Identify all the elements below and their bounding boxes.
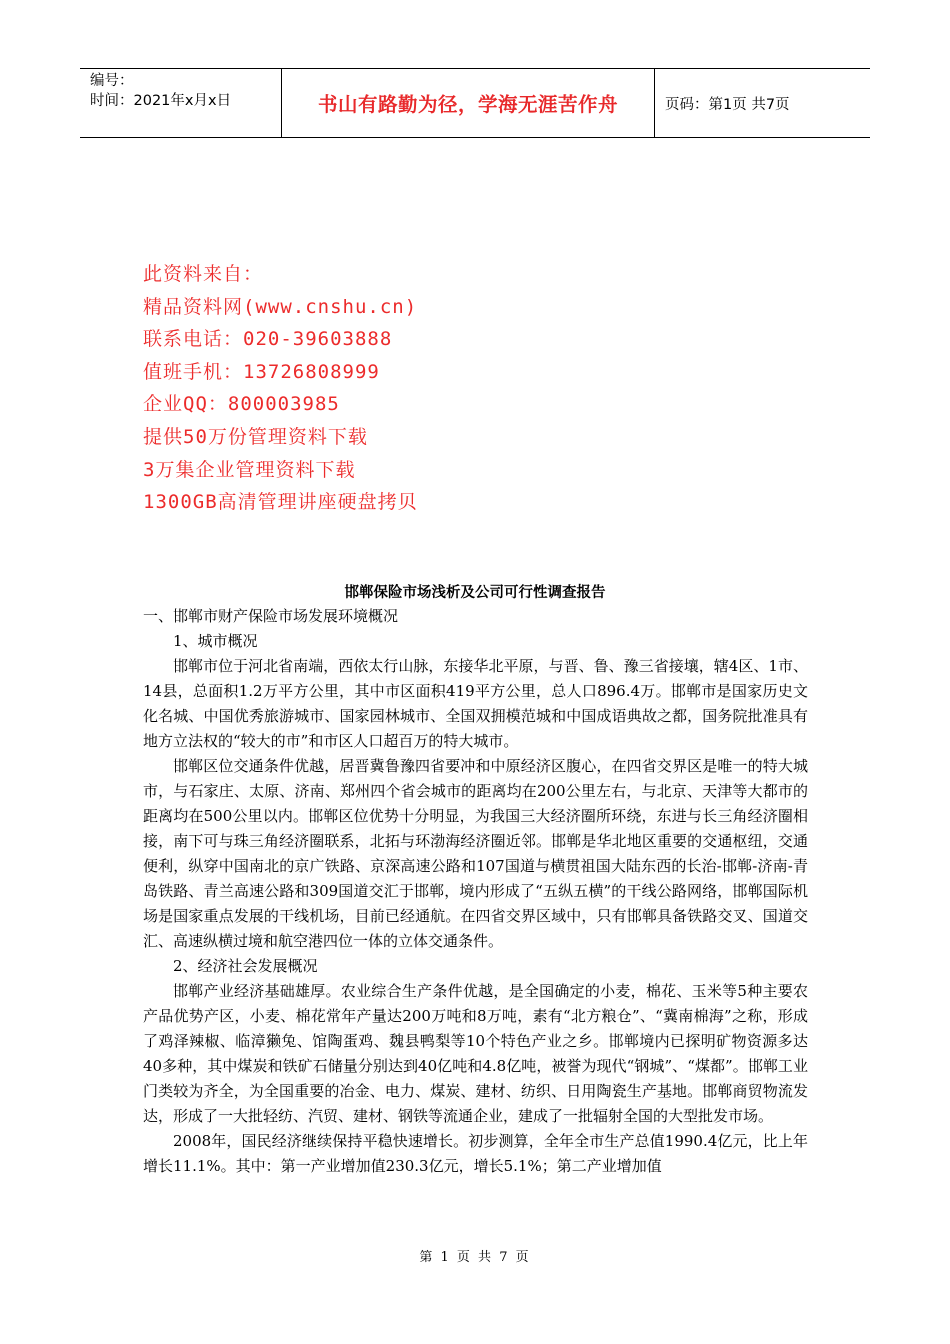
time-label: 时间：2021年x月x日 — [90, 93, 232, 109]
subsection-heading: 1、城市概况 — [173, 632, 258, 650]
promo-line: 联系电话：020-39603888 — [143, 328, 393, 351]
page-footer: 第 1 页 共 7 页 — [419, 1250, 531, 1265]
promo-line: 精品资料网(www.cnshu.cn) — [143, 295, 418, 318]
document-title: 邯郸保险市场浅析及公司可行性调查报告 — [344, 584, 606, 601]
paragraph: 邯郸区位交通条件优越，居晋冀鲁豫四省要冲和中原经济区腹心，在四省交界区是唯一的特大城市，与石家庄、太原、济南、郑州四个省会城市的距离均在200公里左右，与北京、天津等大都市的距离均在500公里以内。邯郸区位优势十分明显，为我国三大经济圈所环绕，东进与长三角经济圈相接，南下可与珠三角经济圈联系，北拓与环渤海经济圈近邻。邯郸是华北地区重要的交通枢纽，交通便利，纵穿中国南北的京广铁路、京深高速公路和107国道与横贯祖国大陆东西的长治-邯郸-济南-青岛铁路、青兰高速公路和309国道交汇于邯郸，境内形成了“五纵五横”的干线公路网络，邯郸国际机场是国家重点发展的干线机场，目前已经通航。在四省交界区域中，只有邯郸具备铁路交叉、国道交汇、高速纵横过境和航空港四位一体的立体交通条件。 — [143, 757, 808, 950]
paragraph: 2008年，国民经济继续保持平稳快速增长。初步测算，全年全市生产总值1990.4亿元，比上年增长11.1%。其中：第一产业增加值230.3亿元，增长5.1%；第二产业增加值 — [143, 1132, 808, 1175]
promo-line: 值班手机：13726808999 — [143, 360, 380, 383]
promo-line: 提供50万份管理资料下载 — [143, 425, 368, 448]
header-meta-cell — [80, 69, 282, 137]
promo-line: 企业QQ：800003985 — [143, 393, 340, 416]
promo-block — [143, 258, 418, 519]
header-page-code: 页码：第1页 共7页 — [665, 96, 790, 113]
paragraph: 邯郸市位于河北省南端，西依太行山脉，东接华北平原，与晋、鲁、豫三省接壤，辖4区、1市、14县，总面积1.2万平方公里，其中市区面积419平方公里，总人口896.4万。邯郸市是国家历史文化名城、中国优秀旅游城市、国家园林城市、全国双拥模范城和中国成语典故之都，国务院批准具有地方立法权的“较大的市”和市区人口超百万的特大城市。 — [143, 657, 808, 750]
subsection-heading: 2、经济社会发展概况 — [173, 957, 318, 975]
paragraph: 邯郸产业经济基础雄厚。农业综合生产条件优越，是全国确定的小麦，棉花、玉米等5种主要农产品优势产区，小麦、棉花常年产量达200万吨和8万吨，素有“北方粮仓”、“冀南棉海”之称，形成了鸡泽辣椒、临漳獭兔、馆陶蛋鸡、魏县鸭梨等10个特色产业之乡。邯郸境内已探明矿物资源多达40多种，其中煤炭和铁矿石储量分别达到40亿吨和4.8亿吨，被誉为现代“钢城”、“煤都”。邯郸工业门类较为齐全，为全国重要的冶金、电力、煤炭、建材、纺织、日用陶瓷生产基地。邯郸商贸物流发达，形成了一大批轻纺、汽贸、建材、钢铁等流通企业，建成了一批辐射全国的大型批发市场。 — [143, 982, 808, 1125]
header-motto: 书山有路勤为径，学海无涯苦作舟 — [282, 69, 655, 137]
promo-line: 此资料来自： — [143, 263, 264, 285]
promo-line: 1300GB高清管理讲座硬盘拷贝 — [143, 491, 418, 514]
promo-line: 3万集企业管理资料下载 — [143, 458, 356, 481]
document-body — [143, 604, 808, 1179]
number-label: 编号： — [90, 73, 134, 89]
header-table — [80, 68, 870, 138]
section-heading: 一、邯郸市财产保险市场发展环境概况 — [143, 607, 399, 625]
